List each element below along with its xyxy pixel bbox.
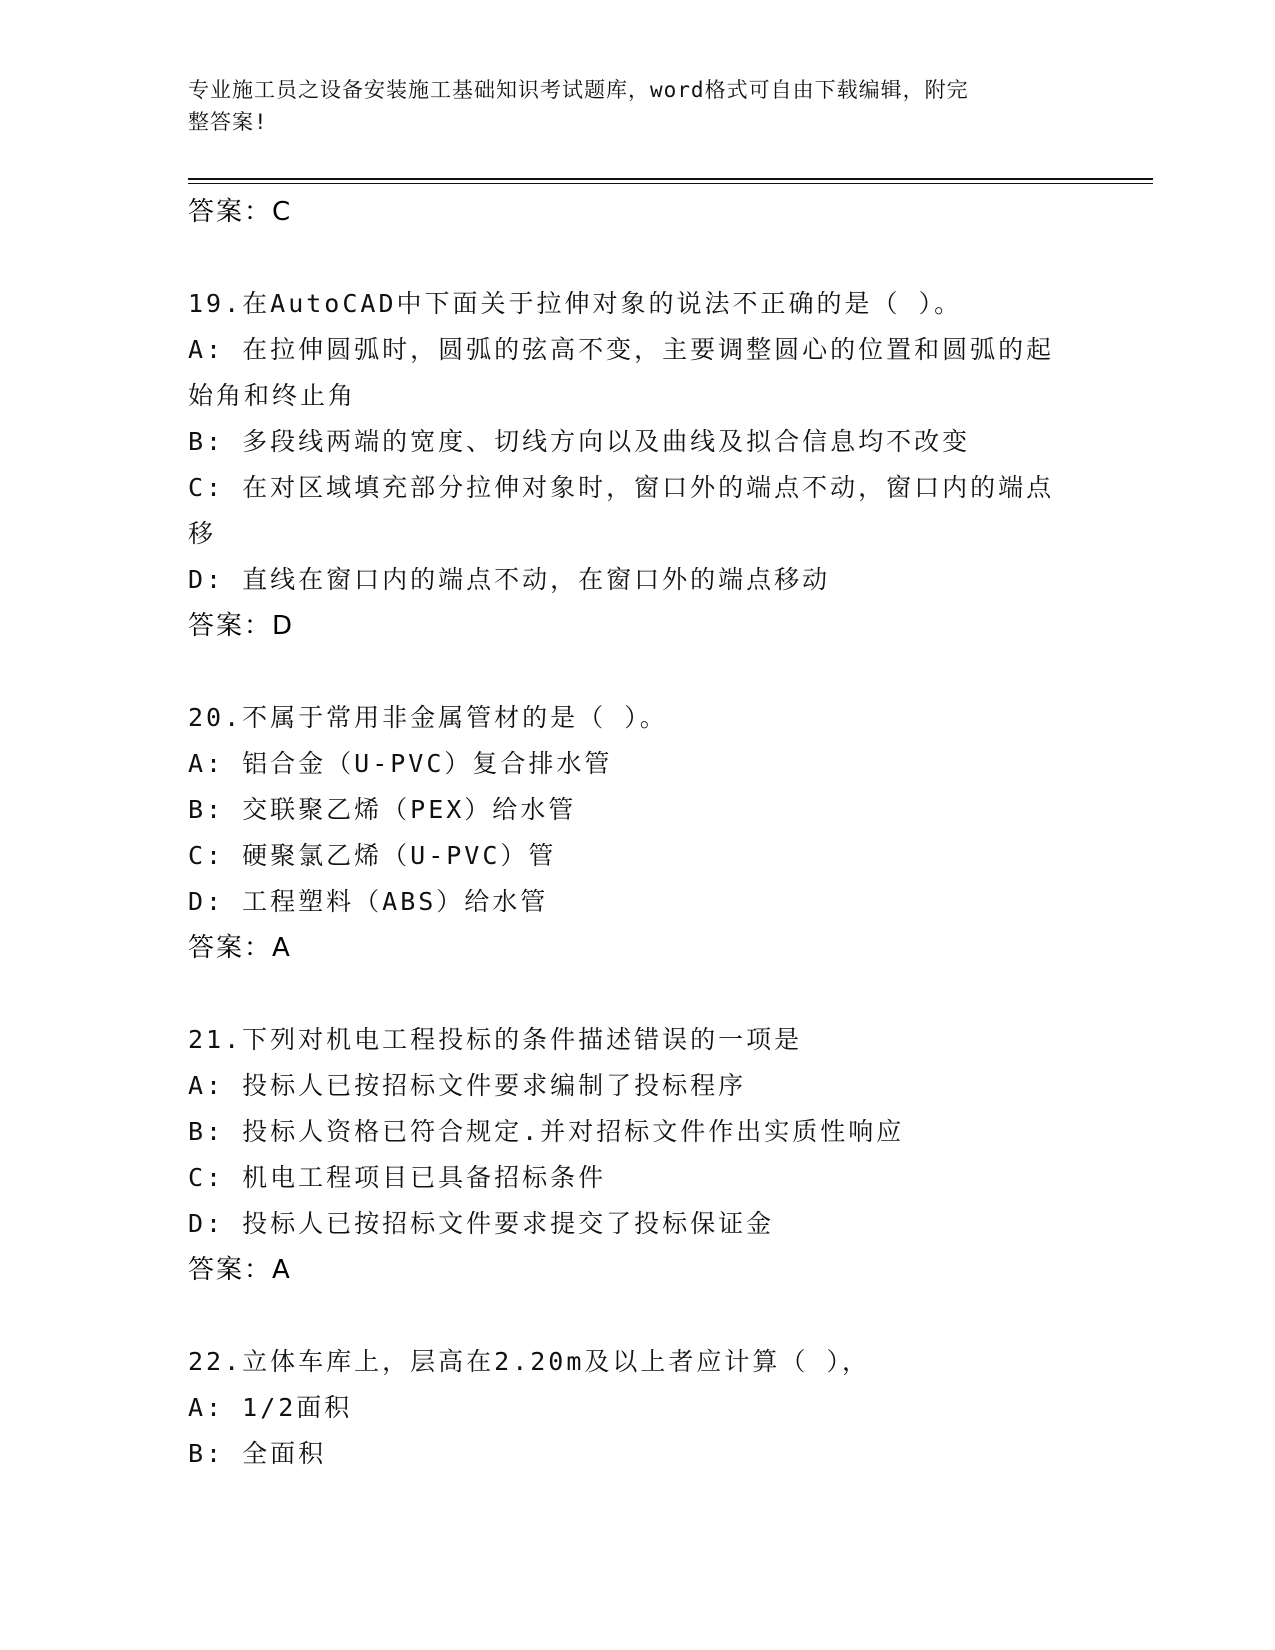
question-19 — [188, 281, 1088, 649]
spacer — [188, 649, 1088, 695]
option-line: C: 机电工程项目已具备招标条件 — [188, 1163, 607, 1192]
option-line: A: 在拉伸圆弧时，圆弧的弦高不变，主要调整圆心的位置和圆弧的起 — [188, 335, 1055, 364]
question-list — [188, 189, 1088, 1477]
option-line: C: 在对区域填充部分拉伸对象时，窗口外的端点不动，窗口内的端点 — [188, 473, 1055, 502]
answer-line: 答案：D — [188, 611, 295, 641]
question-stem: 21.下列对机电工程投标的条件描述错误的一项是 — [188, 1025, 803, 1054]
option-line: B: 投标人资格已符合规定.并对招标文件作出实质性响应 — [188, 1117, 905, 1146]
option-line: B: 多段线两端的宽度、切线方向以及曲线及拟合信息均不改变 — [188, 427, 971, 456]
option-line: C: 硬聚氯乙烯（U-PVC）管 — [188, 841, 557, 870]
question-stem: 19.在AutoCAD中下面关于拉伸对象的说法不正确的是（ ）。 — [188, 289, 963, 318]
page-header — [188, 74, 1068, 138]
question-20 — [188, 695, 1088, 971]
header-line-1: 专业施工员之设备安装施工基础知识考试题库，word格式可自由下载编辑，附完 — [188, 78, 969, 102]
question-stem: 20.不属于常用非金属管材的是（ ）。 — [188, 703, 668, 732]
option-line: A: 1/2面积 — [188, 1393, 353, 1422]
option-line: D: 投标人已按招标文件要求提交了投标保证金 — [188, 1209, 775, 1238]
question-22 — [188, 1339, 1088, 1477]
spacer — [188, 235, 1088, 281]
option-line: 始角和终止角 — [188, 381, 357, 410]
header-divider-thick — [188, 178, 1153, 180]
previous-answer: 答案：C — [188, 197, 293, 227]
option-line: A: 投标人已按招标文件要求编制了投标程序 — [188, 1071, 747, 1100]
option-line: B: 全面积 — [188, 1439, 327, 1468]
spacer — [188, 1293, 1088, 1339]
option-line: A: 铝合金（U-PVC）复合排水管 — [188, 749, 613, 778]
option-line: D: 直线在窗口内的端点不动，在窗口外的端点移动 — [188, 565, 831, 594]
option-line: 移 — [188, 519, 217, 548]
option-line: B: 交联聚乙烯（PEX）给水管 — [188, 795, 577, 824]
header-line-2: 整答案! — [188, 110, 268, 134]
answer-line: 答案：A — [188, 933, 292, 963]
header-divider-thin — [188, 183, 1153, 184]
question-stem: 22.立体车库上，层高在2.20m及以上者应计算（ ）， — [188, 1347, 870, 1376]
question-21 — [188, 1017, 1088, 1293]
spacer — [188, 971, 1088, 1017]
option-line: D: 工程塑料（ABS）给水管 — [188, 887, 549, 916]
answer-line: 答案：A — [188, 1255, 292, 1285]
